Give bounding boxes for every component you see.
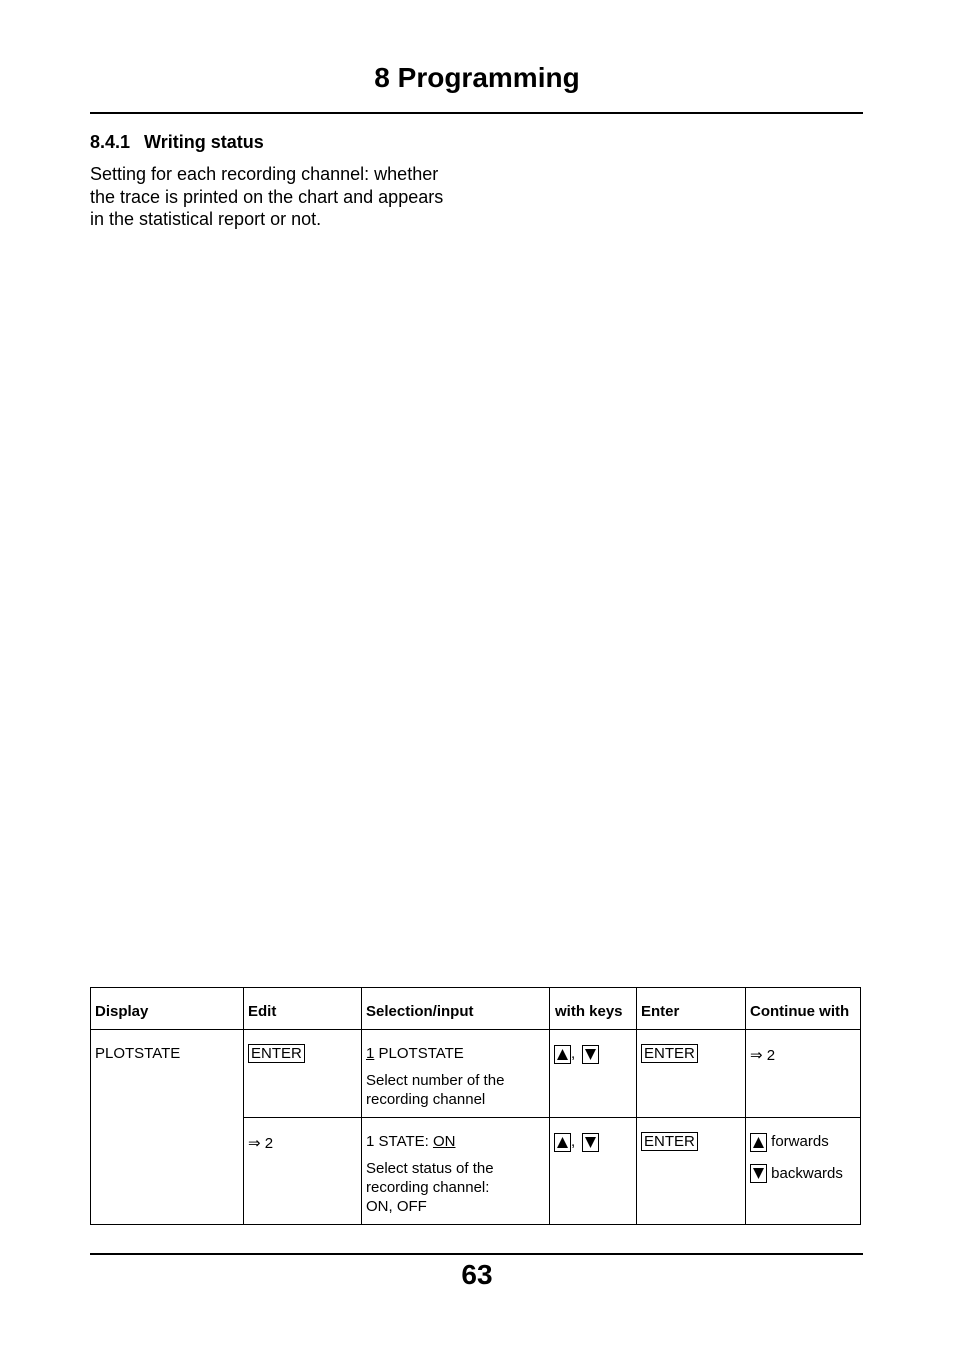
section-heading (90, 132, 264, 153)
row2-enter (641, 1132, 698, 1151)
row1-display: PLOTSTATE (95, 1045, 181, 1062)
page-number: 63 (461, 1259, 493, 1290)
header-keys: with keys (555, 1003, 623, 1020)
chapter-title: 8 Programming (374, 62, 580, 93)
col-divider (243, 987, 244, 1225)
paragraph-line: the trace is printed on the chart and appears (90, 186, 444, 207)
keys-separator: , (571, 1133, 576, 1150)
row2-continue (750, 1132, 843, 1183)
down-triangle-key-icon (582, 1133, 599, 1152)
col-divider (361, 987, 362, 1225)
table-border-left (90, 987, 91, 1225)
selection-value: ON (432, 1133, 456, 1150)
paragraph-line: Setting for each recording channel: whether (90, 164, 439, 184)
continue-backwards (750, 1164, 843, 1184)
backwards-label: backwards (771, 1164, 843, 1182)
forwards-label: forwards (771, 1133, 829, 1150)
row-divider (243, 1117, 861, 1118)
header-display: Display (95, 1003, 149, 1020)
table-border-right (860, 987, 861, 1225)
keys-separator: , (571, 1045, 576, 1062)
desc-line: recording channel: (366, 1179, 490, 1196)
selection-label: PLOTSTATE (374, 1045, 464, 1062)
row2-selection (366, 1132, 546, 1216)
header-rule (90, 112, 863, 114)
up-triangle-key-icon (554, 1045, 571, 1064)
up-triangle-key-icon (750, 1133, 767, 1152)
down-triangle-key-icon (582, 1045, 599, 1064)
double-right-arrow-icon: ⇒ (248, 1135, 261, 1152)
desc-line: Select number of the (366, 1072, 505, 1089)
desc-line: ON, OFF (366, 1198, 427, 1215)
selection-desc (366, 1071, 546, 1109)
header-selection: Selection/input (366, 1003, 474, 1020)
col-divider (549, 987, 550, 1225)
down-triangle-key-icon (750, 1164, 767, 1183)
header-continue: Continue with (750, 1003, 850, 1020)
selection-number: 1 (366, 1045, 375, 1062)
col-divider (636, 987, 637, 1225)
selection-desc (366, 1159, 546, 1216)
footer-rule (90, 1253, 863, 1255)
col-divider (745, 987, 746, 1225)
continue-forwards (750, 1132, 843, 1152)
desc-line: Select status of the (366, 1160, 494, 1177)
desc-line: recording channel (366, 1091, 486, 1108)
double-right-arrow-icon: ⇒ (750, 1047, 763, 1064)
row1-selection (366, 1044, 546, 1109)
selection-label: 1 STATE: (366, 1133, 433, 1150)
paragraph-line: in the statistical report or not. (90, 209, 322, 229)
section-number: 8.4.1 (90, 132, 131, 152)
row1-continue (750, 1046, 775, 1065)
row1-enter (641, 1044, 698, 1063)
enter-key: ENTER (641, 1044, 698, 1063)
programming-table (90, 987, 861, 1225)
row1-keys (554, 1044, 599, 1064)
edit-target: 2 (264, 1135, 274, 1152)
row2-keys (554, 1132, 599, 1152)
section-paragraph (90, 163, 490, 231)
row1-edit (248, 1044, 305, 1063)
section-title: Writing status (144, 132, 264, 152)
header-edit: Edit (248, 1003, 277, 1020)
enter-key: ENTER (641, 1132, 698, 1151)
row2-edit (248, 1134, 273, 1153)
enter-key: ENTER (248, 1044, 305, 1063)
header-enter: Enter (641, 1003, 680, 1020)
continue-target: 2 (766, 1047, 776, 1064)
up-triangle-key-icon (554, 1133, 571, 1152)
